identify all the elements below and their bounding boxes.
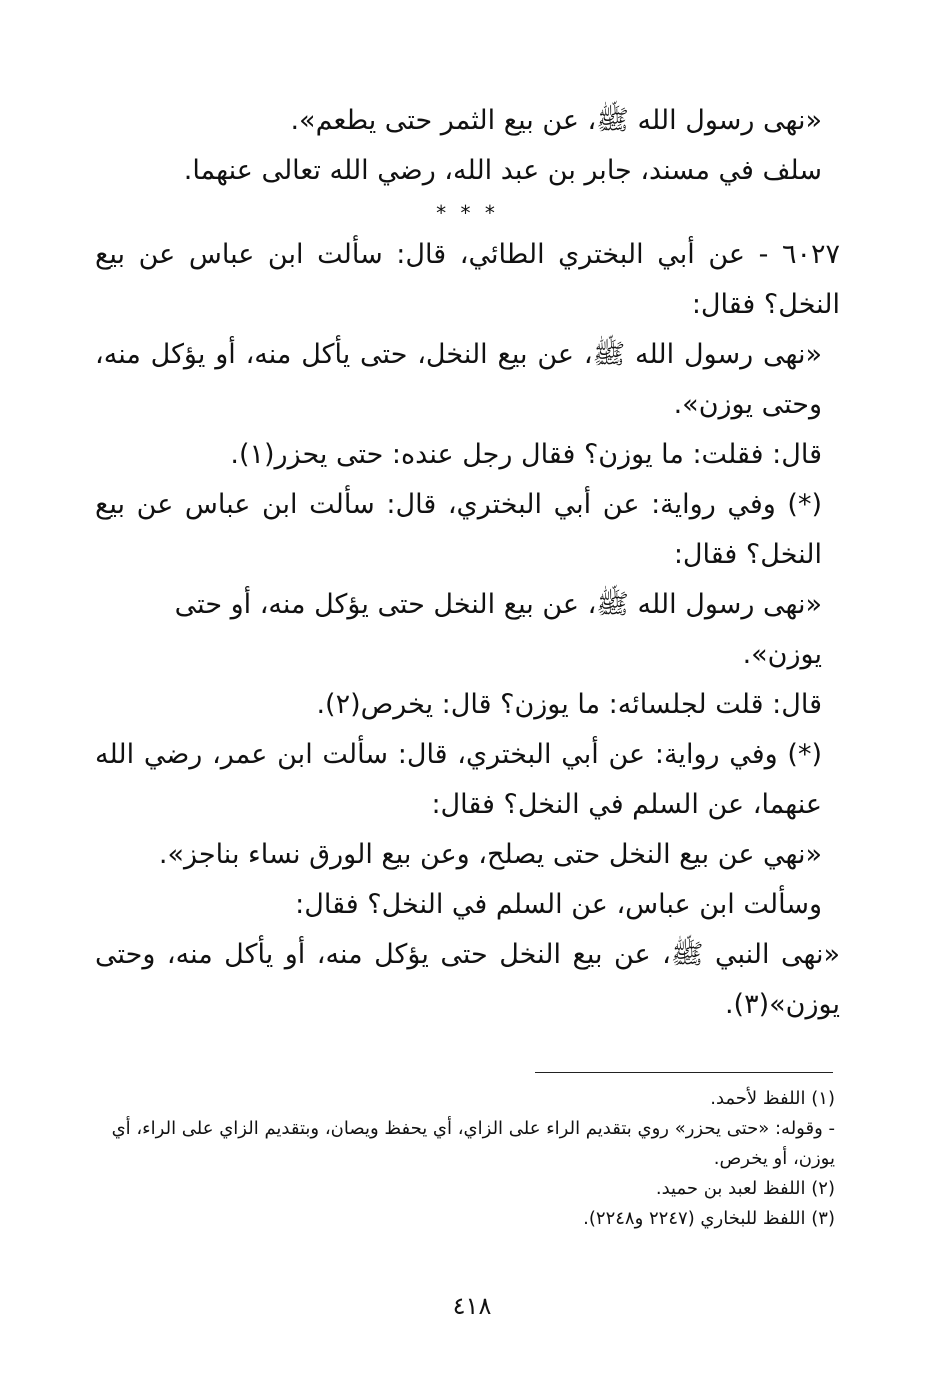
hadith-quote: «نهى النبي ﷺ، عن بيع النخل حتى يؤكل منه، أو يأكل منه، وحتى يوزن»(٣). [95, 939, 840, 1020]
footnote-3: (٣) اللفظ للبخاري (٢٢٤٧ و٢٢٤٨). [583, 1208, 835, 1229]
narration-text: وسألت ابن عباس، عن السلم في النخل؟ فقال: [295, 889, 822, 920]
footnote-divider [535, 1072, 833, 1073]
hadith-quote: «نهي عن بيع النخل حتى يصلح، وعن بيع الورق نساء بناجز». [158, 839, 822, 870]
main-text [95, 96, 840, 1030]
alternate-narration: (*) وفي رواية: عن أبي البختري، قال: سألت ابن عباس عن بيع النخل؟ فقال: [95, 489, 822, 570]
footnotes [95, 1084, 835, 1234]
page-number: ٤١٨ [452, 1292, 492, 1320]
cross-reference: سلف في مسند، جابر بن عبد الله، رضي الله تعالى عنهما. [183, 155, 822, 186]
footnote-2: (٢) اللفظ لعبد بن حميد. [655, 1178, 835, 1199]
alternate-narration: (*) وفي رواية: عن أبي البختري، قال: سألت ابن عمر، رضي الله عنهما، عن السلم في النخل؟ فقال: [95, 739, 822, 820]
footnote-1: (١) اللفظ لأحمد. [710, 1088, 835, 1109]
narration-text: قال: فقلت: ما يوزن؟ فقال رجل عنده: حتى يحزر(١). [230, 439, 822, 470]
section-separator: * * * [436, 201, 499, 225]
footnote-explanation: - وقوله: «حتى يحزر» روي بتقديم الراء على الزاي، أي يحفظ ويصان، وبتقديم الزاي على الراء، أي يوزن، أو يخرص. [111, 1118, 835, 1169]
hadith-quote: «نهى رسول الله ﷺ، عن بيع النخل حتى يؤكل منه، أو حتى يوزن». [174, 589, 822, 670]
hadith-entry-6027: ٦٠٢٧ - عن أبي البختري الطائي، قال: سألت ابن عباس عن بيع النخل؟ فقال: [95, 239, 840, 320]
hadith-quote: «نهى رسول الله ﷺ، عن بيع النخل، حتى يأكل منه، أو يؤكل منه، وحتى يوزن». [95, 339, 822, 420]
narration-text: قال: قلت لجلسائه: ما يوزن؟ قال: يخرص(٢). [316, 689, 822, 720]
hadith-quote: «نهى رسول الله ﷺ، عن بيع الثمر حتى يطعم». [290, 105, 822, 136]
